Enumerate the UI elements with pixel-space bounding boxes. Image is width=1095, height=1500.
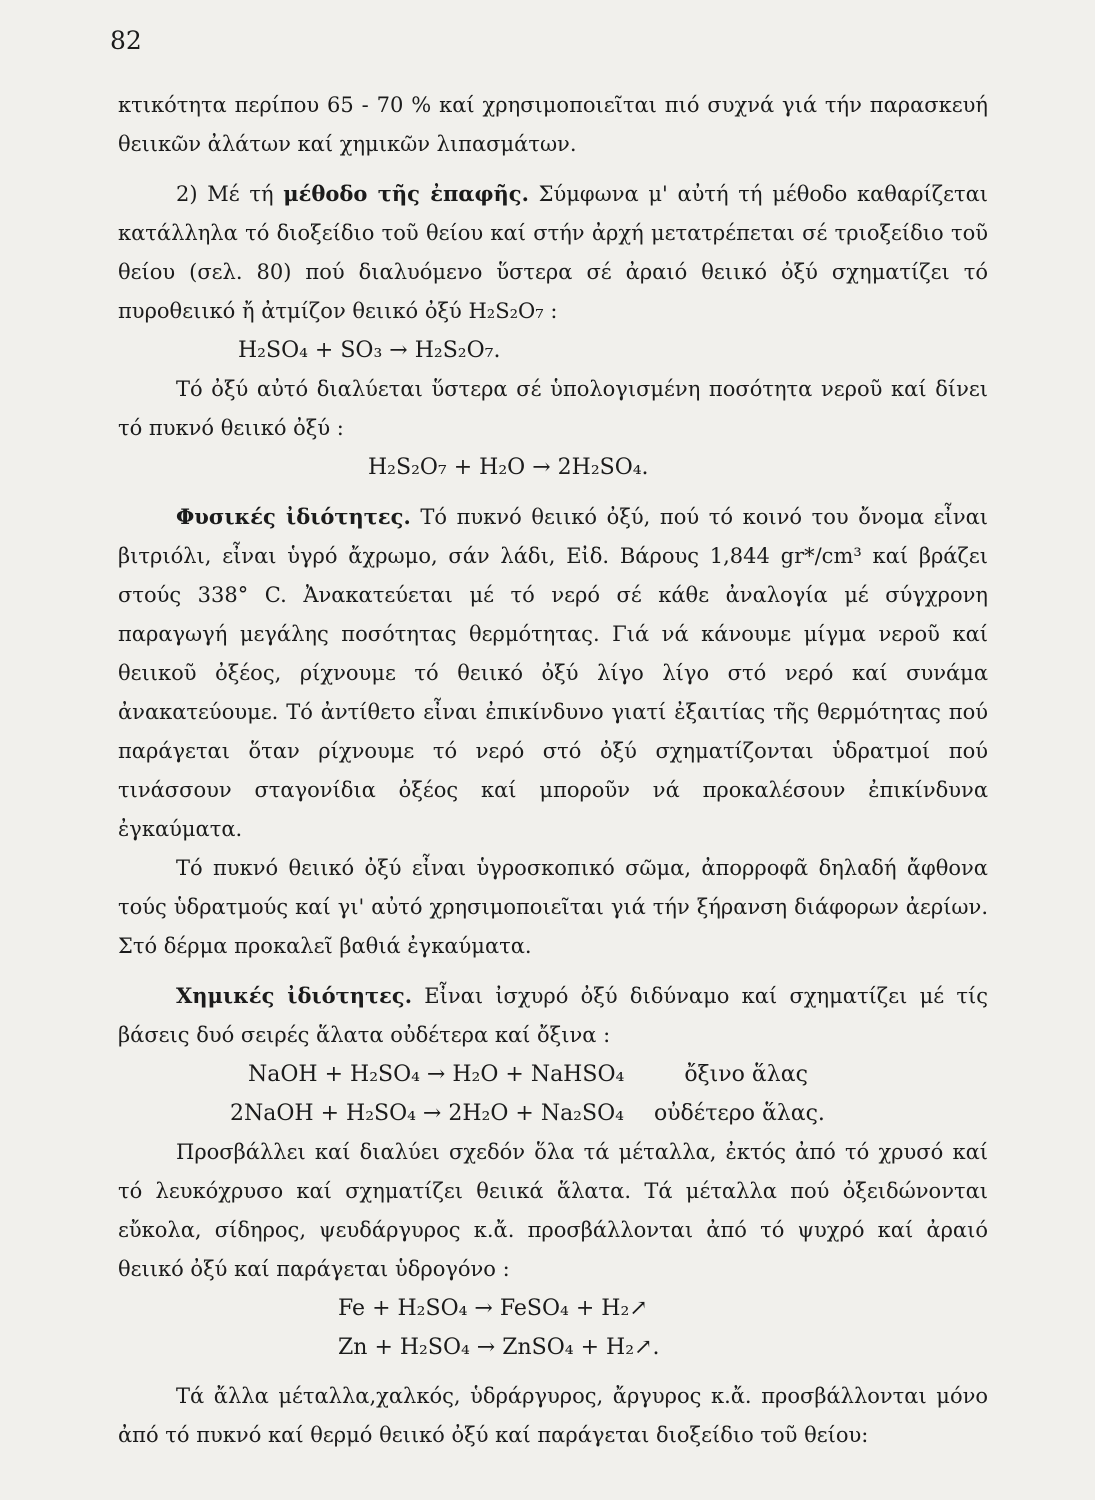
chemical-properties-heading: Χημικές ἰδιότητες.: [176, 983, 413, 1008]
equation-pyrosulfuric: H₂SO₄ + SO₃ → H₂S₂O₇.: [238, 338, 501, 363]
hygroscopic-paragraph: Τό πυκνό θειικό ὀξύ εἶναι ὑγροσκοπικό σῶμα, ἀπορροφᾶ δηλαδή ἄφθονα τούς ὑδρατμούς καί γι' αὐτό χρησιμοποιεῖται γιά τήν ξήρανση διάφορων ἀερίων. Στό δέρμα προκαλεῖ βαθιά ἐγκαύματα.: [118, 856, 988, 958]
page-number: 82: [110, 26, 142, 55]
method-text: Σύμφωνα μ' αὐτή τή μέθοδο καθαρίζεται κατάλληλα τό διοξείδιο τοῦ θείου καί στήν ἀρχή μετατρέπεται σέ τριοξείδιο τοῦ θείου (σελ. 80) πού διαλυόμενο ὕστερα σέ ἀραιό θειικό ὀξύ σχηματίζει τό πυροθειικό ἤ ἀτμίζον θειικό ὀξύ H₂S₂O₇ :: [118, 182, 989, 323]
reaction-equation: NaOH + H₂SO₄ → H₂O + NaHSO₄: [248, 1062, 625, 1087]
method-title: μέθοδο τῆς ἐπαφῆς.: [283, 181, 529, 206]
metals-paragraph: Προσβάλλει καί διαλύει σχεδόν ὅλα τά μέταλλα, ἐκτός ἀπό τό χρυσό καί τό λευκόχρυσο καί σχηματίζει θειικά ἅλατα. Τά μέταλλα πού ὀξειδώνονται εὔκολα, σίδηρος, ψευδάργυρος κ.ἄ. προσβάλλονται ἀπό τό ψυχρό καί ἀραιό θειικό ὀξύ καί παράγεται ὑδρογόνο :: [118, 1140, 988, 1281]
reaction-acid-salt: [118, 1055, 988, 1094]
intro-paragraph: κτικότητα περίπου 65 - 70 % καί χρησιμοποιεῖται πιό συχνά γιά τήν παρασκευή θειικῶν ἀλάτων καί χημικῶν λιπασμάτων.: [118, 93, 988, 156]
main-text: [118, 86, 988, 1455]
physical-properties-text: Τό πυκνό θειικό ὀξύ, πού τό κοινό του ὄνομα εἶναι βιτριόλι, εἶναι ὑγρό ἄχρωμο, σάν λάδι, Εἰδ. Βάρους 1,844 gr*/cm³ καί βράζει στούς 338° C. Ἀνακατεύεται μέ τό νερό σέ κάθε ἀναλογία μέ σύγχρονη παραγωγή μεγάλης ποσότητας θερμότητας. Γιά νά κάνουμε μίγμα νεροῦ καί θειικοῦ ὀξέος, ρίχνουμε τό θειικό ὀξύ λίγο λίγο στό νερό καί συνάμα ἀνακατεύουμε. Τό ἀντίθετο εἶναι ἐπικίνδυνο γιατί ἐξαιτίας τῆς θερμότητας πού παράγεται ὅταν ρίχνουμε τό νερό στό ὀξύ σχηματίζονται ὑδρατμοί πού τινάσσουν σταγονίδια ὀξέος καί μποροῦν νά προκαλέσουν ἐπικίνδυνα ἐγκαύματα.: [118, 505, 988, 841]
physical-properties-heading: Φυσικές ἰδιότητες.: [176, 504, 411, 529]
reaction-neutral-salt: [118, 1094, 988, 1133]
dilution-paragraph: Τό ὀξύ αὐτό διαλύεται ὕστερα σέ ὑπολογισμένη ποσότητα νεροῦ καί δίνει τό πυκνό θειικό ὀξύ :: [118, 377, 988, 440]
equation-dilution: H₂S₂O₇ + H₂O → 2H₂SO₄.: [368, 455, 649, 480]
reaction-note: ὄξινο ἅλας: [684, 1062, 808, 1087]
equation-iron: Fe + H₂SO₄ → FeSO₄ + H₂↗: [338, 1296, 648, 1321]
method-intro: 2) Μέ τή: [176, 182, 284, 206]
chemical-properties-text: Εἶναι ἰσχυρό ὀξύ διδύναμο καί σχηματίζει μέ τίς βάσεις δυό σειρές ἅλατα οὐδέτερα καί ὄξινα :: [118, 984, 988, 1047]
contact-method-paragraph: [118, 174, 988, 331]
reaction-equation: 2NaOH + H₂SO₄ → 2H₂O + Na₂SO₄: [230, 1101, 624, 1126]
other-metals-paragraph: Τά ἄλλα μέταλλα,χαλκός, ὑδράργυρος, ἄργυρος κ.ἄ. προσβάλλονται μόνο ἀπό τό πυκνό καί θερμό θειικό ὀξύ καί παράγεται διοξείδιο τοῦ θείου:: [118, 1384, 988, 1447]
chemical-properties-paragraph: [118, 976, 988, 1055]
physical-properties-paragraph: [118, 497, 988, 849]
reaction-note: οὐδέτερο ἅλας.: [653, 1101, 825, 1126]
equation-zinc: Zn + H₂SO₄ → ZnSO₄ + H₂↗.: [338, 1335, 660, 1360]
